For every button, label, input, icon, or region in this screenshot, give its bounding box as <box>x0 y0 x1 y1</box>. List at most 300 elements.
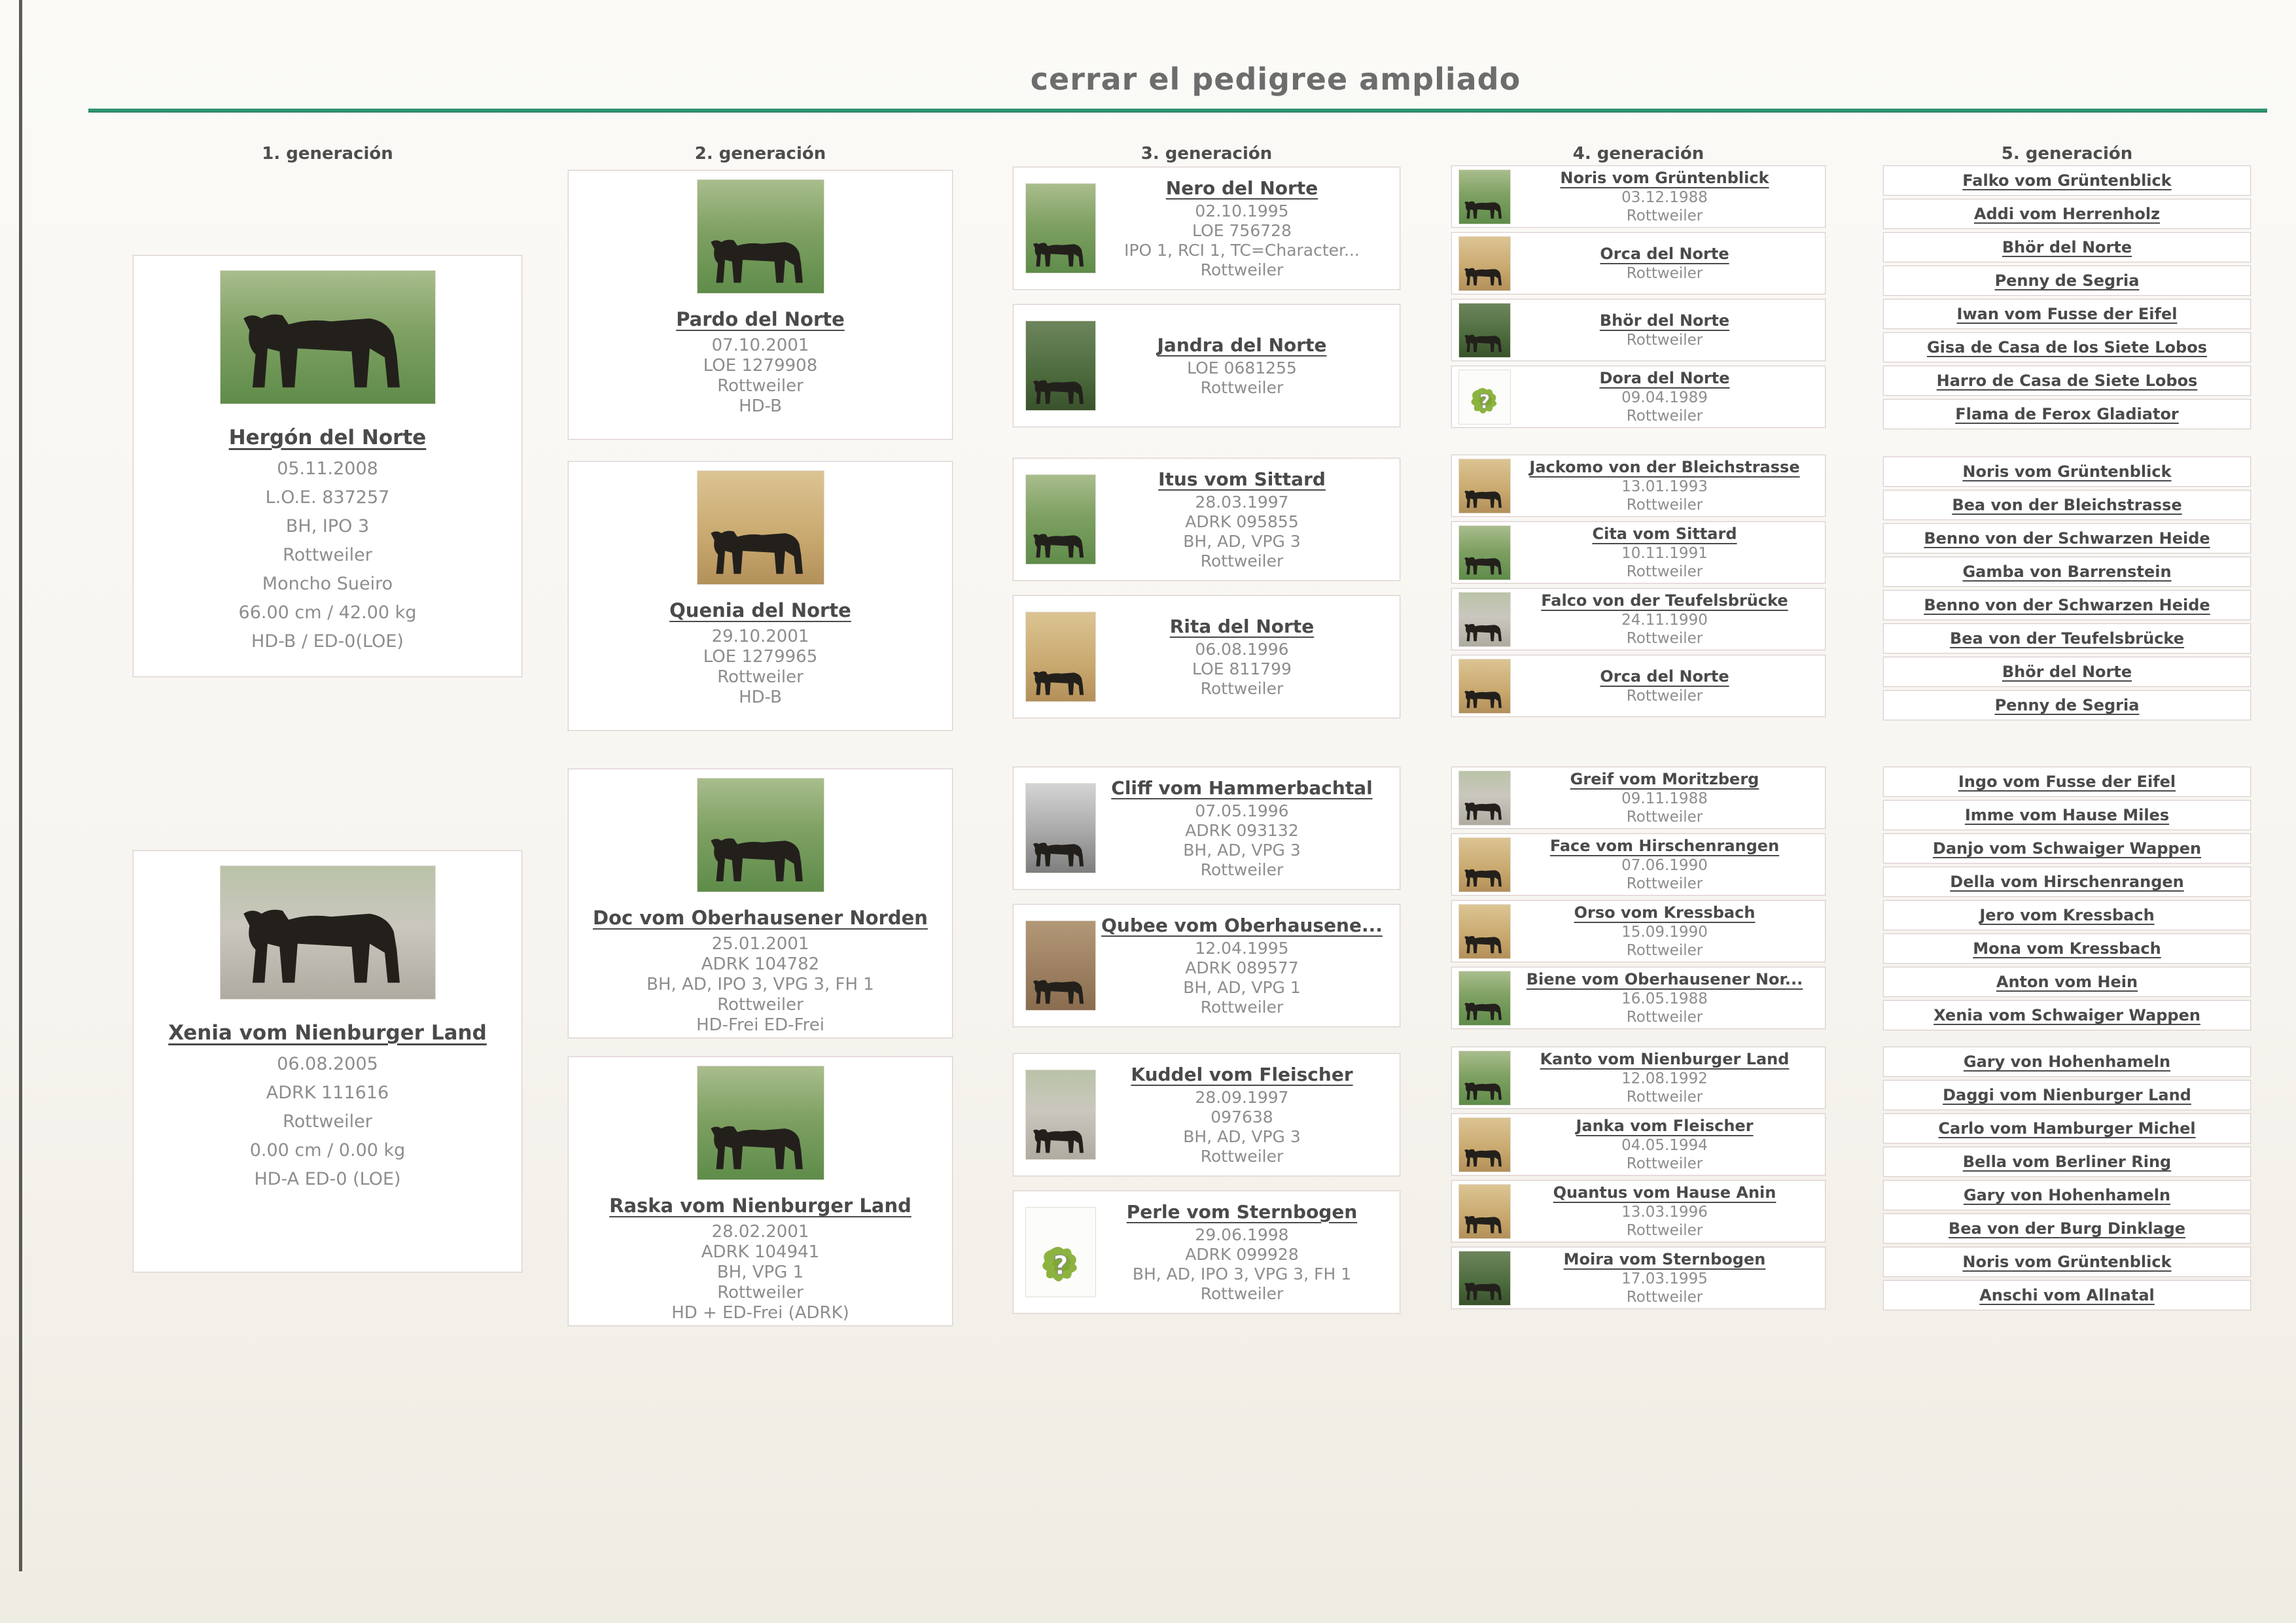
dog-info <box>1955 405 2179 423</box>
dog-info <box>569 907 952 1036</box>
dog-photo[interactable] <box>1458 525 1511 580</box>
dog-name-link[interactable]: Gary von Hohenhameln <box>1963 1186 2171 1204</box>
dog-photo[interactable] <box>1025 920 1096 1011</box>
dog-info-line: Rottweiler <box>717 995 804 1015</box>
dog-info-line: ADRK 111616 <box>266 1083 389 1103</box>
pedigree-card <box>1883 1280 2251 1310</box>
dog-info-line: 29.10.2001 <box>711 627 809 646</box>
pedigree-card <box>1883 867 2251 897</box>
dog-name-link[interactable]: Danjo vom Schwaiger Wappen <box>1932 839 2202 858</box>
dog-info-line: BH, AD, IPO 3, VPG 3, FH 1 <box>1132 1264 1352 1283</box>
dog-info-line: LOE 0681255 <box>1187 358 1297 377</box>
pedigree-card <box>1451 299 1826 361</box>
generation-column-1 <box>133 0 522 1623</box>
generation-header: 4. generación <box>1572 144 1704 164</box>
pedigree-card <box>1883 1000 2251 1030</box>
dog-info-line: Rottweiler <box>1200 860 1284 879</box>
dog-name-link[interactable]: Orso vom Kressbach <box>1574 903 1756 922</box>
dog-info-line: 12.08.1992 <box>1621 1070 1708 1087</box>
dog-info-line: BH, AD, VPG 3 <box>1183 1126 1301 1146</box>
generation-group <box>1883 457 2251 724</box>
pedigree-card <box>1013 1053 1400 1176</box>
pedigree-card <box>1883 833 2251 864</box>
dog-info-line: Rottweiler <box>1626 207 1703 224</box>
dog-info-line: 28.02.2001 <box>711 1222 809 1242</box>
dog-info-line: HD-B <box>739 396 782 416</box>
dog-info-line: Rottweiler <box>1200 377 1284 397</box>
dog-name-link[interactable]: Anton vom Hein <box>1996 973 2138 991</box>
dog-info-line: L.O.E. 837257 <box>265 487 390 508</box>
dog-silhouette-icon <box>238 279 418 400</box>
dog-photo[interactable] <box>1458 904 1511 959</box>
dog-photo[interactable] <box>220 270 436 404</box>
dog-info <box>1937 372 2198 390</box>
dog-info-line: Rottweiler <box>1626 941 1703 959</box>
pedigree-card <box>1883 366 2251 396</box>
dog-name-link[interactable]: Bea von der Burg Dinklage <box>1948 1219 2186 1238</box>
dog-info-line: LOE 1279965 <box>703 647 818 667</box>
dog-name-link[interactable]: Kanto vom Nienburger Land <box>1540 1049 1790 1068</box>
dog-info-line: 05.11.2008 <box>277 459 378 479</box>
dog-photo[interactable] <box>1458 169 1511 224</box>
dog-name-link[interactable]: Cita vom Sittard <box>1592 524 1737 543</box>
dog-info <box>1511 169 1818 225</box>
pedigree-card <box>1451 767 1826 829</box>
dog-info <box>1096 1064 1388 1166</box>
dog-photo[interactable] <box>1458 971 1511 1026</box>
dog-info-line: Rottweiler <box>1626 808 1703 826</box>
dog-info-line: BH, IPO 3 <box>285 516 370 536</box>
dog-silhouette-icon <box>1463 326 1506 355</box>
dog-info <box>1927 338 2207 357</box>
dog-photo[interactable] <box>697 179 824 294</box>
generation-group <box>133 255 522 677</box>
dog-info <box>1096 1201 1388 1304</box>
dog-info-line: HD-Frei ED-Frei <box>696 1015 824 1035</box>
dog-name-link[interactable]: Penny de Segria <box>1994 271 2140 290</box>
dog-info-line: 07.05.1996 <box>1195 801 1289 820</box>
dog-name-link[interactable]: Orca del Norte <box>1600 244 1729 263</box>
dog-info-line: Rottweiler <box>1626 496 1703 514</box>
generation-group <box>1013 767 1400 1041</box>
dog-info-line: 66.00 cm / 42.00 kg <box>238 602 417 623</box>
dog-silhouette-icon <box>707 1106 813 1176</box>
generation-cards <box>1013 0 1400 1623</box>
dog-info-line: Rottweiler <box>1626 331 1703 349</box>
dog-info <box>1511 525 1818 581</box>
dog-name-link[interactable]: Benno von der Schwarzen Heide <box>1924 596 2210 614</box>
pedigree-card <box>1013 304 1400 427</box>
dog-name-link[interactable]: Noris vom Grüntenblick <box>1560 168 1769 187</box>
dog-photo[interactable] <box>697 470 824 585</box>
dog-silhouette-icon <box>1463 1274 1506 1303</box>
dog-info-line: 16.05.1988 <box>1621 990 1708 1007</box>
dog-name-link[interactable]: Raska vom Nienburger Land <box>609 1195 911 1217</box>
dog-photo[interactable] <box>1458 236 1511 291</box>
dog-info <box>569 308 952 417</box>
dog-info-line: Rottweiler <box>1200 1146 1284 1166</box>
dog-silhouette-icon <box>1463 482 1506 511</box>
dog-name-link[interactable]: Gisa de Casa de los Siete Lobos <box>1926 338 2207 357</box>
dog-info-line: BH, AD, IPO 3, VPG 3, FH 1 <box>646 975 874 994</box>
dog-info-line: Rottweiler <box>1626 687 1703 705</box>
dog-name-link[interactable]: Xenia vom Schwaiger Wappen <box>1934 1006 2200 1024</box>
generation-group <box>1451 1047 1826 1314</box>
dog-info-line: Moncho Sueiro <box>262 574 393 594</box>
dog-info-line: 10.11.1991 <box>1621 544 1708 562</box>
pedigree-card <box>133 255 522 677</box>
pedigree-card <box>1883 623 2251 654</box>
dog-name-link[interactable]: Nero del Norte <box>1165 177 1318 199</box>
svg-text:?: ? <box>1053 1250 1069 1281</box>
pedigree-card <box>1451 967 1826 1029</box>
dog-info-line: Rottweiler <box>717 667 804 687</box>
pedigree-card <box>1883 299 2251 329</box>
svg-text:?: ? <box>1479 390 1491 413</box>
dog-info <box>1965 806 2169 824</box>
generation-column-3 <box>1013 0 1400 1623</box>
dog-photo[interactable] <box>1025 783 1096 873</box>
dog-info <box>1096 177 1388 280</box>
dog-info <box>1973 939 2161 958</box>
dog-info <box>1962 462 2171 481</box>
dog-info-line: 28.03.1997 <box>1195 492 1289 512</box>
pedigree-card <box>1883 557 2251 587</box>
dog-info <box>1511 1250 1818 1306</box>
dog-photo[interactable] <box>697 778 824 892</box>
dog-photo[interactable] <box>220 865 436 1000</box>
dog-info <box>133 1021 521 1194</box>
dog-info-line: Rottweiler <box>1200 1283 1284 1303</box>
dog-name-link[interactable]: Pardo del Norte <box>676 308 845 330</box>
dog-photo[interactable] <box>1025 474 1096 565</box>
dog-info-line: Rottweiler <box>1626 407 1703 425</box>
dog-info <box>1511 837 1818 893</box>
dog-silhouette-icon <box>1463 193 1506 222</box>
dog-info <box>1096 616 1388 699</box>
dog-info-line: Rottweiler <box>283 1111 372 1132</box>
dog-info-line: 06.08.2005 <box>277 1054 378 1074</box>
dog-name-link[interactable]: Itus vom Sittard <box>1158 468 1326 490</box>
dog-info-line: IPO 1, RCI 1, TC=Character... <box>1124 240 1360 260</box>
dog-info-line: 07.10.2001 <box>711 336 809 355</box>
dog-info <box>1511 591 1818 648</box>
dog-info-line: 12.04.1995 <box>1195 938 1289 958</box>
dog-photo[interactable] <box>1458 1117 1511 1172</box>
scan-artifact-line <box>19 0 22 1571</box>
dog-photo[interactable] <box>1458 771 1511 826</box>
dog-info <box>1964 1053 2170 1071</box>
dog-info-line: Rottweiler <box>717 376 804 396</box>
dog-name-link[interactable]: Face vom Hirschenrangen <box>1549 836 1780 855</box>
pedigree-card <box>1883 457 2251 487</box>
dog-info-line: 24.11.1990 <box>1621 611 1708 629</box>
dog-info <box>1995 271 2140 290</box>
generation-group <box>568 461 953 731</box>
dog-info <box>1511 1117 1818 1173</box>
dog-silhouette-icon <box>1463 861 1506 890</box>
dog-info <box>1096 915 1388 1017</box>
pedigree-card <box>1883 1180 2251 1210</box>
dog-silhouette-icon <box>1031 969 1089 1007</box>
generation-column-5 <box>1883 0 2251 1623</box>
dog-silhouette-icon <box>1463 928 1506 956</box>
dog-name-link[interactable]: Cliff vom Hammerbachtal <box>1111 777 1373 799</box>
dog-photo[interactable] <box>1025 321 1096 411</box>
dog-silhouette-icon <box>1463 549 1506 578</box>
dog-info <box>1938 1119 2195 1138</box>
dog-info-line: HD-A ED-0 (LOE) <box>254 1169 401 1189</box>
pedigree-card <box>1883 900 2251 930</box>
dog-name-link[interactable]: Kuddel vom Fleischer <box>1131 1063 1353 1085</box>
dog-name-link[interactable]: Jackomo von der Bleichstrasse <box>1529 457 1800 476</box>
dog-info-line: 13.03.1996 <box>1621 1203 1708 1221</box>
dog-name-link[interactable]: Harro de Casa de Siete Lobos <box>1936 372 2198 390</box>
dog-name-link[interactable]: Quenia del Norte <box>669 599 851 621</box>
dog-name-link[interactable]: Bhör del Norte <box>1599 311 1730 330</box>
pedigree-card <box>1013 1191 1400 1314</box>
dog-info <box>1979 906 2154 924</box>
dog-name-link[interactable]: Jero vom Kressbach <box>1979 906 2155 924</box>
dog-name-link[interactable]: Bhör del Norte <box>2002 238 2132 256</box>
dog-info-line: Rottweiler <box>1626 1088 1703 1106</box>
dog-info <box>1957 305 2178 323</box>
dog-photo[interactable] <box>1458 837 1511 892</box>
generation-cards <box>1883 0 2251 1623</box>
pedigree-card <box>1883 266 2251 296</box>
generation-header: 2. generación <box>694 144 826 164</box>
dog-photo[interactable] <box>1025 1070 1096 1160</box>
pedigree-card <box>1883 1047 2251 1077</box>
dog-photo[interactable] <box>1458 592 1511 647</box>
dog-info-line: 28.09.1997 <box>1195 1087 1289 1107</box>
dog-silhouette-icon <box>1463 794 1506 823</box>
dog-info <box>1511 458 1818 514</box>
dog-info-line: Rottweiler <box>1200 997 1284 1017</box>
dog-info-line: 15.09.1990 <box>1621 923 1708 941</box>
dog-info <box>1924 596 2210 614</box>
pedigree-card <box>1451 232 1826 294</box>
unknown-dog-placeholder[interactable] <box>1458 370 1511 425</box>
dog-photo[interactable] <box>697 1066 824 1180</box>
generation-header: 1. generación <box>262 144 393 164</box>
dog-silhouette-icon <box>1031 1118 1089 1157</box>
dog-info-line: BH, AD, VPG 3 <box>1183 840 1301 860</box>
pedigree-card <box>1883 1247 2251 1277</box>
dog-info <box>1096 468 1388 571</box>
dog-name-link[interactable]: Iwan vom Fusse der Eifel <box>1956 305 2178 323</box>
dog-name-link[interactable]: Flama de Ferox Gladiator <box>1955 405 2179 423</box>
dog-info <box>1933 839 2201 858</box>
dog-name-link[interactable]: Daggi vom Nienburger Land <box>1943 1086 2191 1104</box>
dog-silhouette-icon <box>1463 682 1506 711</box>
dog-name-link[interactable]: Noris vom Grüntenblick <box>1962 462 2172 481</box>
dog-info <box>1924 529 2210 548</box>
dog-silhouette-icon <box>1463 1208 1506 1236</box>
dog-info <box>1962 171 2171 190</box>
dog-photo[interactable] <box>1458 459 1511 514</box>
pedigree-card <box>1451 521 1826 584</box>
dog-name-link[interactable]: Greif vom Moritzberg <box>1570 769 1759 788</box>
generation-group <box>1013 1053 1400 1328</box>
dog-name-link[interactable]: Falko vom Grüntenblick <box>1962 171 2172 190</box>
generation-group <box>1883 1047 2251 1314</box>
dog-info-line: 0.00 cm / 0.00 kg <box>249 1140 406 1161</box>
dog-info-line: BH, VPG 1 <box>716 1263 804 1282</box>
dog-info <box>1974 205 2160 223</box>
pedigree-card <box>1883 690 2251 720</box>
close-pedigree-link[interactable]: cerrar el pedigree ampliado <box>1030 61 1521 97</box>
dog-info-line: ADRK 089577 <box>1185 958 1299 977</box>
dog-name-link[interactable]: Qubee vom Oberhausene... <box>1101 914 1383 936</box>
dog-name-link[interactable]: Benno von der Schwarzen Heide <box>1924 529 2210 548</box>
pedigree-card <box>1013 595 1400 718</box>
generation-cards <box>568 0 953 1623</box>
dog-name-link[interactable]: Addi vom Herrenholz <box>1973 205 2161 223</box>
dog-info <box>2002 663 2132 681</box>
dog-silhouette-icon <box>1031 660 1089 699</box>
dog-name-link[interactable]: Gary von Hohenhameln <box>1963 1053 2171 1071</box>
dog-info-line: Rottweiler <box>1626 563 1703 580</box>
dog-name-link[interactable]: Bea von der Teufelsbrücke <box>1949 629 2185 648</box>
dog-name-link[interactable]: Della vom Hirschenrangen <box>1950 873 2184 891</box>
dog-name-link[interactable]: Rita del Norte <box>1169 615 1315 637</box>
pedigree-card <box>1451 1247 1826 1309</box>
pedigree-card <box>568 170 953 440</box>
generation-column-2 <box>568 0 953 1623</box>
dog-info <box>1511 245 1818 283</box>
dog-photo[interactable] <box>1458 1051 1511 1106</box>
generation-cards <box>1451 0 1826 1623</box>
dog-name-link[interactable]: Dora del Norte <box>1599 368 1730 387</box>
dog-photo[interactable] <box>1458 1184 1511 1239</box>
dog-info <box>1949 1219 2185 1238</box>
dog-name-link[interactable]: Hergón del Norte <box>228 426 427 449</box>
dog-name-link[interactable]: Anschi vom Allnatal <box>1979 1286 2155 1304</box>
dog-name-link[interactable]: Moira vom Sternbogen <box>1563 1249 1766 1268</box>
dog-name-link[interactable]: Gamba von Barrenstein <box>1962 563 2172 581</box>
dog-name-link[interactable]: Carlo vom Hamburger Michel <box>1938 1119 2196 1138</box>
dog-info-line: ADRK 095855 <box>1185 512 1299 531</box>
dog-name-link[interactable]: Quantus vom Hause Anin <box>1553 1183 1776 1202</box>
dog-name-link[interactable]: Janka vom Fleischer <box>1576 1116 1754 1135</box>
generation-group <box>568 769 953 1038</box>
pedigree-card <box>1013 767 1400 890</box>
dog-info-line: ADRK 104782 <box>701 954 820 974</box>
dog-name-link[interactable]: Ingo vom Fusse der Eifel <box>1958 773 2176 791</box>
dog-info-line: BH, AD, VPG 3 <box>1183 531 1301 551</box>
dog-info <box>1511 311 1818 349</box>
dog-info-line: ADRK 099928 <box>1185 1244 1299 1264</box>
pedigree-card <box>1883 332 2251 362</box>
dog-info <box>1979 1286 2155 1304</box>
pedigree-card <box>1451 166 1826 228</box>
dog-info <box>1995 696 2140 714</box>
dog-name-link[interactable]: Imme vom Hause Miles <box>1964 806 2170 824</box>
pedigree-card <box>1883 490 2251 520</box>
dog-photo[interactable] <box>1458 303 1511 358</box>
dog-silhouette-icon <box>1031 232 1089 270</box>
dog-name-link[interactable]: Penny de Segria <box>1994 696 2140 714</box>
dog-info-line: 29.06.1998 <box>1195 1225 1289 1244</box>
dog-info <box>1952 496 2181 514</box>
dog-silhouette-icon <box>707 510 813 581</box>
dog-info <box>1511 1183 1818 1240</box>
pedigree-card <box>1883 1213 2251 1244</box>
generation-group <box>568 1056 953 1326</box>
dog-info-line: Rottweiler <box>1626 1008 1703 1026</box>
dog-info <box>1963 1153 2171 1171</box>
dog-info-line: Rottweiler <box>1200 551 1284 570</box>
dog-name-link[interactable]: Perle vom Sternbogen <box>1126 1200 1358 1223</box>
unknown-dog-placeholder-icon <box>1036 1242 1086 1289</box>
dog-info <box>1964 1186 2170 1204</box>
pedigree-card <box>1883 657 2251 687</box>
pedigree-card <box>1883 800 2251 830</box>
dog-name-link[interactable]: Bea von der Bleichstrasse <box>1952 496 2182 514</box>
pedigree-card <box>1883 1113 2251 1143</box>
dog-info-line: Rottweiler <box>1626 264 1703 282</box>
dog-name-link[interactable]: Mona vom Kressbach <box>1973 939 2161 958</box>
generation-column-4 <box>1451 0 1826 1623</box>
pedigree-card <box>1451 588 1826 650</box>
pedigree-card <box>1883 934 2251 964</box>
pedigree-card <box>568 769 953 1038</box>
dog-silhouette-icon <box>1031 523 1089 561</box>
dog-photo[interactable] <box>1025 612 1096 702</box>
dog-name-link[interactable]: Xenia vom Nienburger Land <box>168 1021 487 1045</box>
dog-info-line: 09.04.1989 <box>1621 389 1708 406</box>
dog-info-line: Rottweiler <box>1626 1155 1703 1172</box>
dog-name-link[interactable]: Bhör del Norte <box>2002 663 2132 681</box>
dog-info-line: HD-B <box>739 688 782 707</box>
dog-name-link[interactable]: Falco von der Teufelsbrücke <box>1541 591 1788 610</box>
dog-photo[interactable] <box>1458 659 1511 714</box>
pedigree-card <box>1013 458 1400 581</box>
dog-photo[interactable] <box>1458 1251 1511 1306</box>
dog-info-line: 07.06.1990 <box>1621 856 1708 874</box>
dog-info-line: ADRK 093132 <box>1185 820 1299 840</box>
dog-name-link[interactable]: Biene vom Oberhausener Nor... <box>1526 969 1803 988</box>
generation-group <box>568 170 953 440</box>
dog-info <box>1511 770 1818 826</box>
pedigree-card <box>1883 1080 2251 1110</box>
pedigree-card <box>568 461 953 731</box>
dog-photo[interactable] <box>1025 183 1096 273</box>
pedigree-card <box>1013 167 1400 290</box>
dog-info <box>1996 973 2138 991</box>
dog-name-link[interactable]: Bella vom Berliner Ring <box>1962 1153 2172 1171</box>
pedigree-card <box>1883 199 2251 229</box>
dog-name-link[interactable]: Jandra del Norte <box>1157 334 1327 356</box>
generation-group <box>1451 455 1826 722</box>
unknown-dog-placeholder-icon <box>1466 385 1503 419</box>
pedigree-card <box>1451 900 1826 962</box>
pedigree-card <box>1451 655 1826 717</box>
dog-info-line: 25.01.2001 <box>711 934 809 954</box>
dog-silhouette-icon <box>1463 1141 1506 1170</box>
generation-group <box>1883 166 2251 432</box>
dog-silhouette-icon <box>1463 994 1506 1023</box>
dog-name-link[interactable]: Noris vom Grüntenblick <box>1962 1253 2172 1271</box>
dog-name-link[interactable]: Doc vom Oberhausener Norden <box>593 907 928 929</box>
dog-info <box>1511 970 1818 1026</box>
dog-info <box>1934 1006 2200 1024</box>
dog-name-link[interactable]: Orca del Norte <box>1600 667 1729 686</box>
dog-info <box>569 599 952 708</box>
unknown-dog-placeholder[interactable] <box>1025 1207 1096 1297</box>
dog-info <box>1958 773 2176 791</box>
